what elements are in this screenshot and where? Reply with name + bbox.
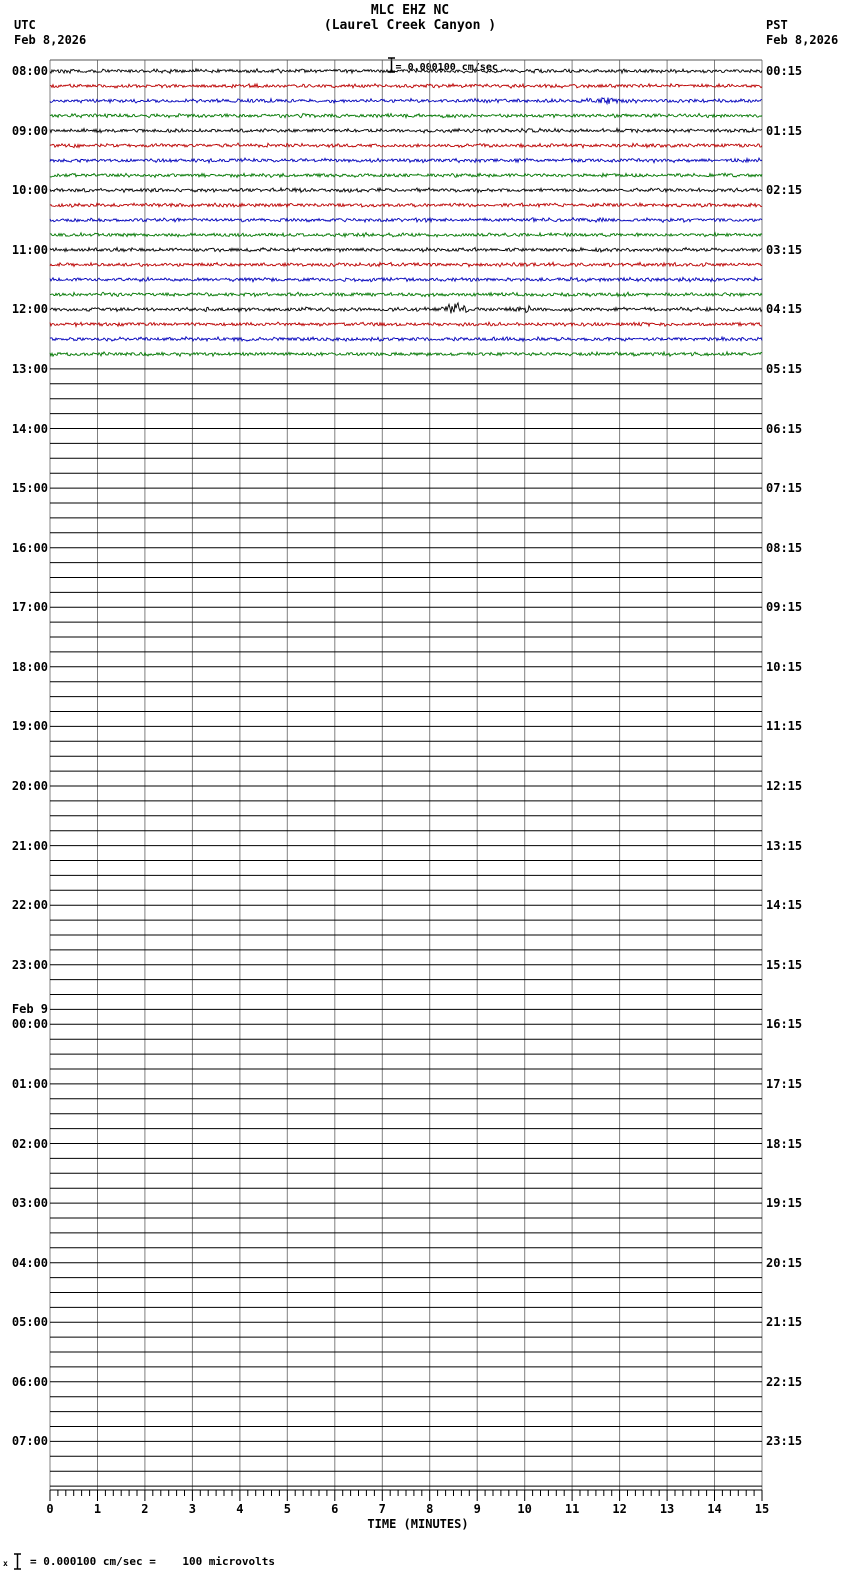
pst-time-label: 20:15 — [766, 1255, 803, 1270]
seismogram-trace — [50, 158, 762, 163]
utc-time-label: 17:00 — [11, 600, 48, 615]
scale-bar-icon — [13, 1553, 22, 1570]
note-prefix-glyph: x — [3, 1559, 8, 1568]
pst-time-label: 18:15 — [766, 1136, 803, 1151]
pst-time-label: 04:15 — [766, 302, 803, 317]
x-tick-label: 15 — [754, 1502, 770, 1516]
utc-time-label: 04:00 — [11, 1255, 48, 1270]
x-tick-label: 0 — [46, 1502, 54, 1516]
seismogram-trace — [50, 188, 762, 192]
utc-time-label: 09:00 — [11, 123, 48, 138]
seismogram-trace — [50, 337, 762, 341]
utc-time-label: 05:00 — [11, 1315, 48, 1330]
pst-time-label: 17:15 — [766, 1076, 803, 1091]
seismogram-trace — [50, 322, 762, 326]
seismogram-trace — [50, 69, 762, 74]
seismogram-trace — [50, 173, 762, 177]
x-tick-label: 4 — [236, 1502, 244, 1516]
pst-time-label: 09:15 — [766, 600, 803, 615]
x-tick-label: 14 — [707, 1502, 722, 1516]
utc-time-label: 13:00 — [11, 361, 48, 376]
utc-time-label: 14:00 — [11, 421, 48, 436]
timezone-right-label: PST — [766, 18, 788, 32]
pst-time-label: 05:15 — [766, 361, 803, 376]
utc-time-label: 10:00 — [11, 183, 48, 198]
pst-time-label: 02:15 — [766, 183, 803, 198]
pst-time-label: 01:15 — [766, 123, 803, 138]
date-right-label: Feb 8,2026 — [766, 33, 839, 47]
x-tick-label: 9 — [473, 1502, 481, 1516]
utc-time-label: 07:00 — [11, 1434, 48, 1449]
x-tick-label: 12 — [612, 1502, 627, 1516]
date-note-label: Feb 9 — [11, 1002, 48, 1017]
pst-time-label: 10:15 — [766, 659, 803, 674]
date-left-label: Feb 8,2026 — [14, 33, 87, 47]
utc-time-label: 03:00 — [11, 1196, 48, 1211]
seismogram-trace — [50, 143, 762, 148]
x-tick-label: 8 — [426, 1502, 434, 1516]
x-tick-label: 3 — [188, 1502, 197, 1516]
pst-time-label: 21:15 — [766, 1315, 803, 1330]
pst-time-label: 03:15 — [766, 242, 803, 257]
sensitivity-note: = 0.000100 cm/sec = 100 microvolts — [30, 1555, 276, 1568]
utc-time-label: 11:00 — [11, 242, 48, 257]
x-tick-label: 5 — [283, 1502, 291, 1516]
seismogram-trace — [50, 277, 762, 281]
pst-time-label: 07:15 — [766, 481, 803, 496]
scale-text: = 0.000100 cm/sec — [395, 62, 498, 73]
seismogram-trace — [50, 218, 762, 223]
pst-time-label: 22:15 — [766, 1374, 803, 1389]
seismogram-trace — [50, 303, 762, 314]
utc-time-label: 01:00 — [11, 1076, 48, 1091]
timezone-left-label: UTC — [14, 18, 36, 32]
utc-time-label: 15:00 — [11, 481, 48, 496]
pst-time-label: 00:15 — [766, 64, 803, 78]
pst-time-label: 19:15 — [766, 1196, 803, 1211]
pst-time-label: 06:15 — [766, 421, 803, 436]
station-title: MLC EHZ NC — [370, 3, 450, 18]
x-tick-label: 7 — [378, 1502, 386, 1516]
seismogram-trace — [50, 262, 762, 266]
pst-time-label: 16:15 — [766, 1017, 803, 1032]
utc-time-label: 22:00 — [11, 898, 48, 913]
utc-time-label: 08:00 — [11, 64, 48, 78]
utc-time-label: 12:00 — [11, 302, 48, 317]
pst-time-label: 12:15 — [766, 779, 803, 793]
x-tick-label: 2 — [141, 1502, 149, 1516]
x-tick-label: 1 — [93, 1502, 102, 1516]
x-tick-label: 6 — [331, 1502, 339, 1516]
pst-time-label: 11:15 — [766, 719, 803, 734]
x-tick-label: 13 — [659, 1502, 675, 1516]
utc-time-label: 23:00 — [11, 957, 48, 972]
utc-time-label: 18:00 — [11, 659, 48, 674]
seismogram-trace — [50, 292, 762, 296]
x-tick-label: 11 — [564, 1502, 580, 1516]
pst-time-label: 14:15 — [766, 898, 803, 913]
seismogram-trace — [50, 98, 762, 104]
seismogram-trace — [50, 114, 762, 118]
utc-time-label: 02:00 — [11, 1136, 48, 1151]
x-axis-title: TIME (MINUTES) — [367, 1517, 469, 1531]
utc-time-label: 21:00 — [11, 838, 48, 853]
pst-time-label: 08:15 — [766, 540, 803, 555]
seismogram-trace — [50, 233, 762, 237]
station-subtitle: (Laurel Creek Canyon ) — [323, 18, 497, 33]
utc-time-label: 20:00 — [11, 779, 48, 793]
seismogram-trace — [50, 248, 762, 252]
pst-time-label: 15:15 — [766, 957, 803, 972]
pst-time-label: 13:15 — [766, 838, 803, 853]
utc-time-label: 16:00 — [11, 540, 48, 555]
seismogram-trace — [50, 128, 762, 132]
x-tick-label: 10 — [517, 1502, 532, 1516]
pst-time-label: 23:15 — [766, 1434, 803, 1449]
seismogram-trace — [50, 84, 762, 88]
seismogram-trace — [50, 352, 762, 357]
utc-time-label: 00:00 — [11, 1017, 48, 1032]
seismogram-trace — [50, 203, 762, 207]
utc-time-label: 19:00 — [11, 719, 48, 734]
utc-time-label: 06:00 — [11, 1374, 48, 1389]
